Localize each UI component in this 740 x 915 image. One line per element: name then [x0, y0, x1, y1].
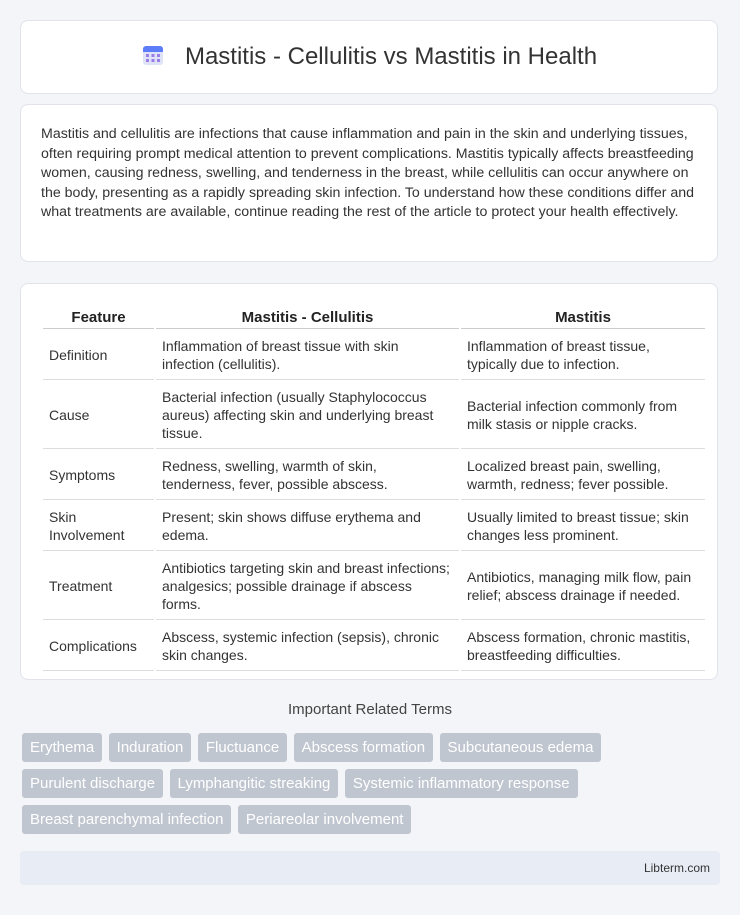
table-row	[43, 553, 705, 620]
table-row	[43, 451, 705, 500]
row-mastitis: Bacterial infection commonly from milk stasis or nipple cracks.	[461, 382, 705, 449]
row-cellulitis: Abscess, systemic infection (sepsis), chronic skin changes.	[156, 622, 459, 671]
row-feature: Symptoms	[43, 451, 154, 500]
row-cellulitis: Redness, swelling, warmth of skin, tenderness, fever, possible abscess.	[156, 451, 459, 500]
related-term-tag[interactable]: Abscess formation	[294, 733, 433, 762]
row-cellulitis: Bacterial infection (usually Staphylococcus aureus) affecting skin and underlying breast tissue.	[156, 382, 459, 449]
row-cellulitis: Inflammation of breast tissue with skin infection (cellulitis).	[156, 331, 459, 380]
related-term-tag[interactable]: Fluctuance	[198, 733, 287, 762]
table-row	[43, 382, 705, 449]
row-feature: Complications	[43, 622, 154, 671]
row-feature: Skin Involvement	[43, 502, 154, 551]
footer	[20, 851, 720, 885]
related-term-tag[interactable]: Induration	[109, 733, 192, 762]
related-term-tag[interactable]: Lymphangitic streaking	[170, 769, 339, 798]
header-mastitis: Mastitis	[461, 306, 705, 329]
header-mastitis-cellulitis: Mastitis - Cellulitis	[156, 306, 459, 329]
table-header-row	[43, 306, 705, 329]
related-term-tag[interactable]: Erythema	[22, 733, 102, 762]
table-row	[43, 622, 705, 671]
table-row	[43, 331, 705, 380]
related-terms-list	[22, 733, 712, 841]
row-mastitis: Usually limited to breast tissue; skin changes less prominent.	[461, 502, 705, 551]
row-mastitis: Antibiotics, managing milk flow, pain relief; abscess drainage if needed.	[461, 553, 705, 620]
related-term-tag[interactable]: Systemic inflammatory response	[345, 769, 578, 798]
row-cellulitis: Antibiotics targeting skin and breast infections; analgesics; possible drainage if abscess forms.	[156, 553, 459, 620]
header-card	[20, 20, 718, 94]
page-title: Mastitis - Cellulitis vs Mastitis in Health	[184, 43, 598, 70]
comparison-table	[41, 304, 707, 673]
row-mastitis: Localized breast pain, swelling, warmth, redness; fever possible.	[461, 451, 705, 500]
row-mastitis: Inflammation of breast tissue, typically due to infection.	[461, 331, 705, 380]
related-term-tag[interactable]: Periareolar involvement	[238, 805, 412, 834]
row-cellulitis: Present; skin shows diffuse erythema and edema.	[156, 502, 459, 551]
header-feature: Feature	[43, 306, 154, 329]
comparison-table-card	[20, 283, 718, 680]
related-term-tag[interactable]: Purulent discharge	[22, 769, 163, 798]
table-row	[43, 502, 705, 551]
row-feature: Treatment	[43, 553, 154, 620]
row-feature: Cause	[43, 382, 154, 449]
row-mastitis: Abscess formation, chronic mastitis, breastfeeding difficulties.	[461, 622, 705, 671]
intro-text: Mastitis and cellulitis are infections that cause inflammation and pain in the skin and underlying tissues, often requiring prompt medical attention to prevent complications. Mastitis typically affects breastfeeding women, causing redness, swelling, and tenderness in the breast, while cellulitis can occur anywhere on the body, presenting as a rapidly spreading skin infection. To understand how these conditions differ and what treatments are available, continue reading the rest of the article to protect your health effectively.	[41, 126, 695, 220]
related-terms-title: Important Related Terms	[288, 701, 452, 718]
calendar-icon	[141, 43, 165, 72]
intro-card	[20, 104, 718, 262]
footer-site-link[interactable]: Libterm.com	[643, 861, 710, 875]
row-feature: Definition	[43, 331, 154, 380]
related-term-tag[interactable]: Subcutaneous edema	[440, 733, 602, 762]
related-term-tag[interactable]: Breast parenchymal infection	[22, 805, 231, 834]
